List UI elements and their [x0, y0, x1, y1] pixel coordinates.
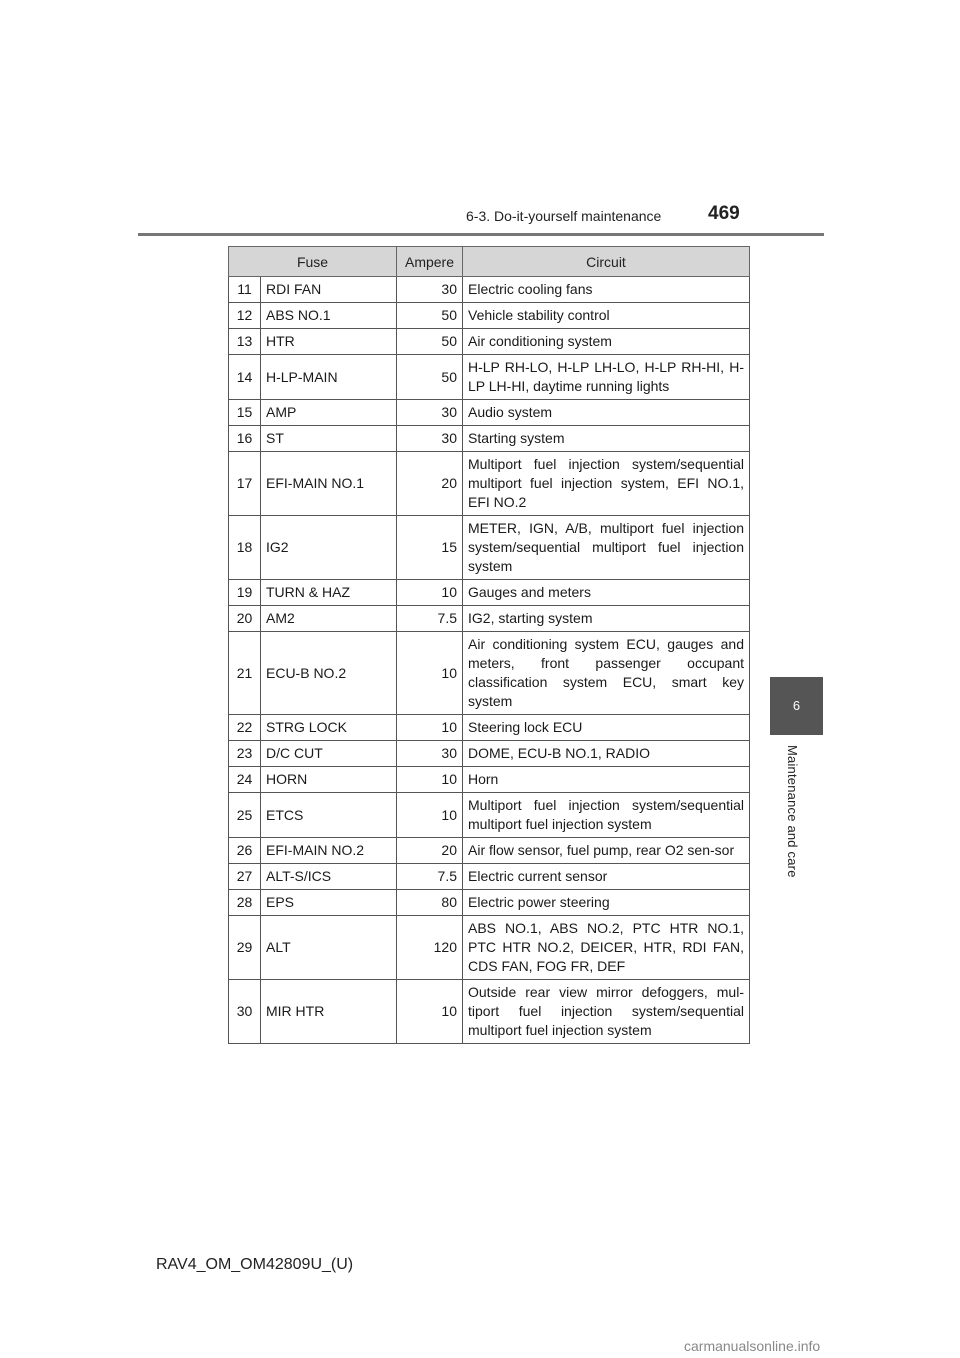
- fuse-name: EPS: [261, 890, 397, 916]
- fuse-number: 15: [229, 400, 261, 426]
- fuse-circuit: ABS NO.1, ABS NO.2, PTC HTR NO.1, PTC HTR NO.2, DEICER, HTR, RDI FAN, CDS FAN, FOG FR, DEF: [463, 916, 750, 980]
- column-header-circuit: Circuit: [463, 247, 750, 277]
- fuse-circuit: Electric cooling fans: [463, 277, 750, 303]
- fuse-ampere: 30: [397, 400, 463, 426]
- page-number: 469: [708, 203, 740, 224]
- fuse-name: MIR HTR: [261, 980, 397, 1044]
- fuse-ampere: 30: [397, 741, 463, 767]
- fuse-circuit: Horn: [463, 767, 750, 793]
- column-header-fuse: Fuse: [229, 247, 397, 277]
- table-header-row: [229, 247, 750, 277]
- table-row: [229, 741, 750, 767]
- fuse-number: 12: [229, 303, 261, 329]
- fuse-table: [228, 246, 750, 1044]
- table-row: [229, 580, 750, 606]
- table-row: [229, 715, 750, 741]
- fuse-ampere: 50: [397, 303, 463, 329]
- table-row: [229, 303, 750, 329]
- fuse-name: ST: [261, 426, 397, 452]
- fuse-number: 19: [229, 580, 261, 606]
- fuse-circuit: Multiport fuel injection system/sequential multiport fuel injection system, EFI NO.1, EFI NO.2: [463, 452, 750, 516]
- fuse-circuit: Vehicle stability control: [463, 303, 750, 329]
- fuse-ampere: 20: [397, 452, 463, 516]
- fuse-circuit: DOME, ECU-B NO.1, RADIO: [463, 741, 750, 767]
- table-row: [229, 400, 750, 426]
- fuse-ampere: 15: [397, 516, 463, 580]
- fuse-circuit: H-LP RH-LO, H-LP LH-LO, H-LP RH-HI, H-LP LH-HI, daytime running lights: [463, 355, 750, 400]
- fuse-circuit: Air conditioning system: [463, 329, 750, 355]
- fuse-name: ALT: [261, 916, 397, 980]
- table-row: [229, 864, 750, 890]
- fuse-ampere: 10: [397, 580, 463, 606]
- table-row: [229, 606, 750, 632]
- fuse-name: ECU-B NO.2: [261, 632, 397, 715]
- fuse-circuit: Electric power steering: [463, 890, 750, 916]
- fuse-number: 17: [229, 452, 261, 516]
- fuse-number: 14: [229, 355, 261, 400]
- table-row: [229, 329, 750, 355]
- table-row: [229, 516, 750, 580]
- fuse-name: AM2: [261, 606, 397, 632]
- fuse-ampere: 7.5: [397, 606, 463, 632]
- fuse-name: ABS NO.1: [261, 303, 397, 329]
- table-row: [229, 277, 750, 303]
- fuse-name: IG2: [261, 516, 397, 580]
- fuse-number: 27: [229, 864, 261, 890]
- column-header-ampere: Ampere: [397, 247, 463, 277]
- fuse-ampere: 80: [397, 890, 463, 916]
- fuse-name: AMP: [261, 400, 397, 426]
- fuse-ampere: 30: [397, 426, 463, 452]
- section-title: 6-3. Do-it-yourself maintenance: [466, 208, 662, 224]
- fuse-number: 22: [229, 715, 261, 741]
- fuse-number: 25: [229, 793, 261, 838]
- fuse-name: ETCS: [261, 793, 397, 838]
- table-row: [229, 632, 750, 715]
- table-row: [229, 890, 750, 916]
- fuse-circuit: Audio system: [463, 400, 750, 426]
- chapter-tab-label: Maintenance and care: [785, 745, 800, 878]
- fuse-circuit: Multiport fuel injection system/sequential multiport fuel injection system: [463, 793, 750, 838]
- fuse-circuit: Outside rear view mirror defoggers, mul-tiport fuel injection system/sequential multiport fuel injection system: [463, 980, 750, 1044]
- fuse-name: ALT-S/ICS: [261, 864, 397, 890]
- fuse-circuit: Air conditioning system ECU, gauges and meters, front passenger occupant classification system ECU, smart key system: [463, 632, 750, 715]
- document-code: RAV4_OM_OM42809U_(U): [156, 1256, 354, 1273]
- table-row: [229, 355, 750, 400]
- fuse-circuit: IG2, starting system: [463, 606, 750, 632]
- fuse-ampere: 10: [397, 715, 463, 741]
- fuse-circuit: METER, IGN, A/B, multiport fuel injection system/sequential multiport fuel injection system: [463, 516, 750, 580]
- fuse-name: EFI-MAIN NO.2: [261, 838, 397, 864]
- fuse-name: TURN & HAZ: [261, 580, 397, 606]
- fuse-number: 28: [229, 890, 261, 916]
- fuse-circuit: Electric current sensor: [463, 864, 750, 890]
- fuse-ampere: 30: [397, 277, 463, 303]
- table-row: [229, 838, 750, 864]
- fuse-number: 26: [229, 838, 261, 864]
- table-row: [229, 980, 750, 1044]
- fuse-name: EFI-MAIN NO.1: [261, 452, 397, 516]
- fuse-number: 24: [229, 767, 261, 793]
- chapter-tab[interactable]: 6: [770, 677, 823, 735]
- table-row: [229, 452, 750, 516]
- fuse-ampere: 10: [397, 980, 463, 1044]
- fuse-number: 21: [229, 632, 261, 715]
- fuse-ampere: 120: [397, 916, 463, 980]
- fuse-table-body: [229, 277, 750, 1044]
- fuse-number: 13: [229, 329, 261, 355]
- fuse-number: 30: [229, 980, 261, 1044]
- fuse-name: D/C CUT: [261, 741, 397, 767]
- fuse-circuit: Gauges and meters: [463, 580, 750, 606]
- fuse-ampere: 7.5: [397, 864, 463, 890]
- fuse-name: STRG LOCK: [261, 715, 397, 741]
- table-row: [229, 793, 750, 838]
- fuse-ampere: 20: [397, 838, 463, 864]
- fuse-number: 11: [229, 277, 261, 303]
- fuse-number: 18: [229, 516, 261, 580]
- table-row: [229, 767, 750, 793]
- fuse-ampere: 10: [397, 632, 463, 715]
- fuse-number: 29: [229, 916, 261, 980]
- fuse-ampere: 10: [397, 793, 463, 838]
- watermark: carmanualsonline.info: [684, 1338, 821, 1354]
- fuse-name: HTR: [261, 329, 397, 355]
- fuse-circuit: Starting system: [463, 426, 750, 452]
- fuse-name: RDI FAN: [261, 277, 397, 303]
- fuse-number: 23: [229, 741, 261, 767]
- fuse-ampere: 50: [397, 355, 463, 400]
- fuse-ampere: 10: [397, 767, 463, 793]
- table-row: [229, 916, 750, 980]
- fuse-circuit: Air flow sensor, fuel pump, rear O2 sen-sor: [463, 838, 750, 864]
- fuse-number: 16: [229, 426, 261, 452]
- fuse-circuit: Steering lock ECU: [463, 715, 750, 741]
- fuse-name: HORN: [261, 767, 397, 793]
- header-divider: [138, 233, 824, 236]
- fuse-name: H-LP-MAIN: [261, 355, 397, 400]
- table-row: [229, 426, 750, 452]
- fuse-ampere: 50: [397, 329, 463, 355]
- fuse-number: 20: [229, 606, 261, 632]
